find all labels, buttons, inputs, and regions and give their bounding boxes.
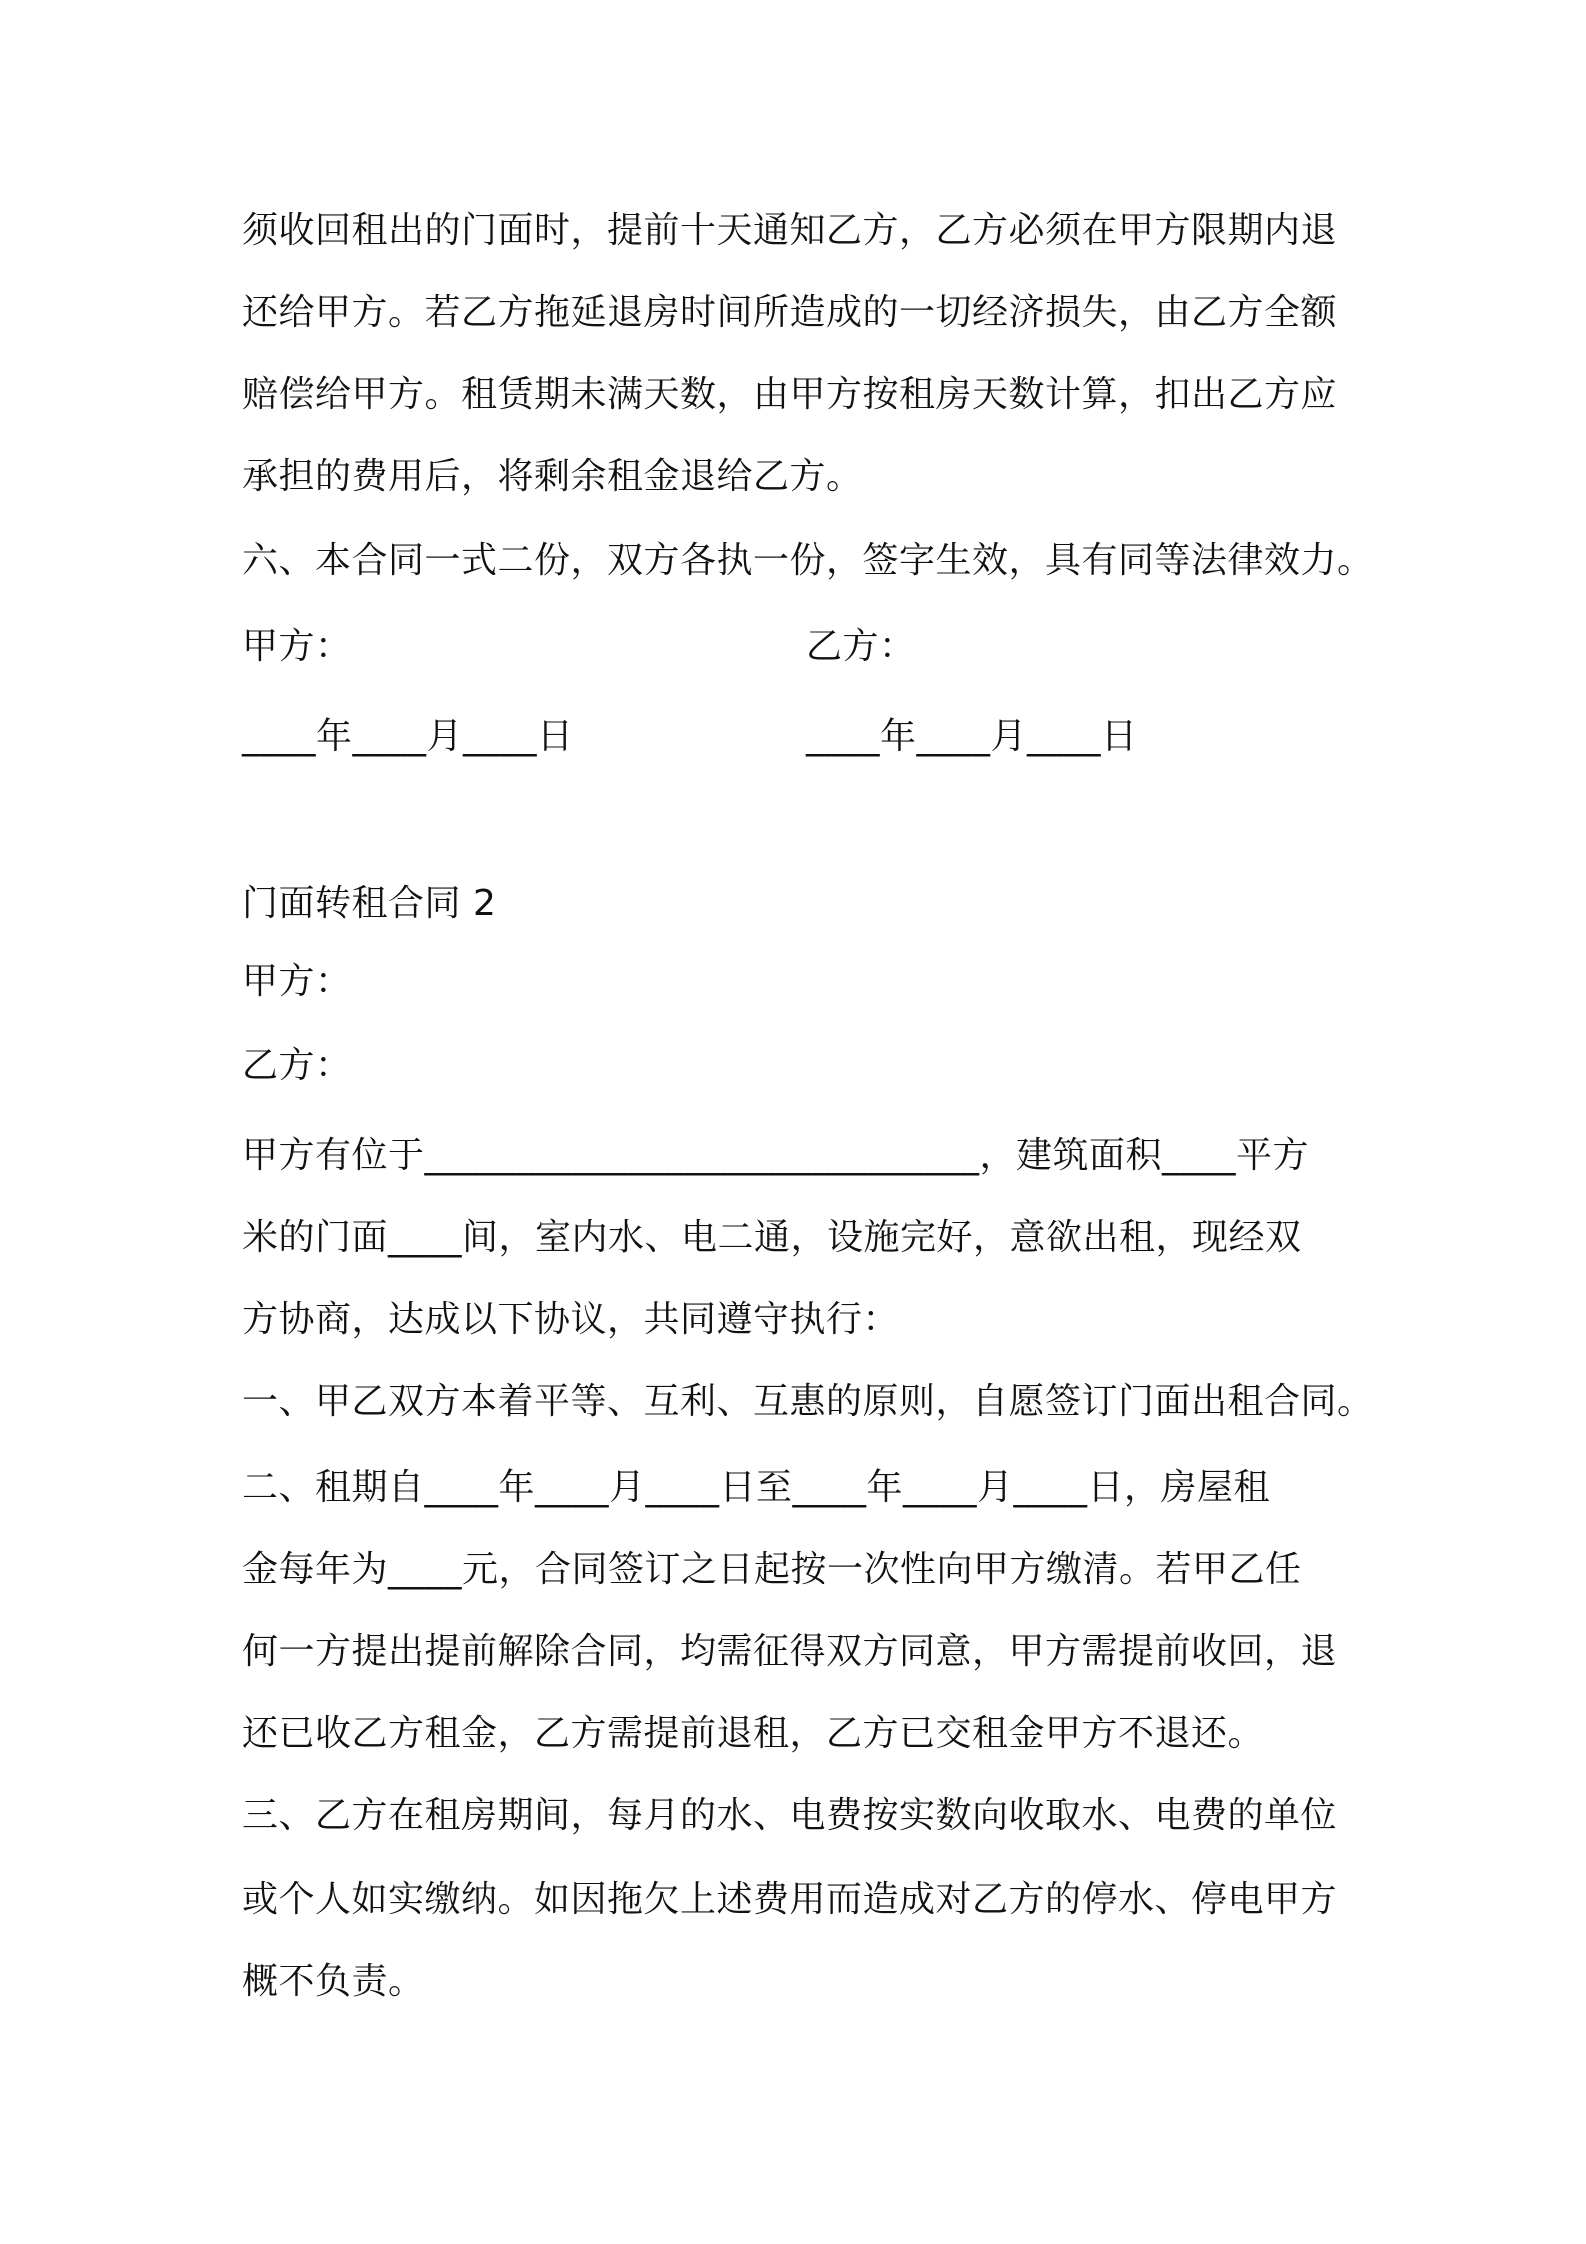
clause-one: 一、甲乙双方本着平等、互利、互惠的原则，自愿签订门面出租合同。 [242, 1381, 1374, 1422]
paragraph-line: 金每年为____元，合同签订之日起按一次性向甲方缴清。若甲乙任 [242, 1549, 1302, 1590]
party-a-date: ____年____月____日 [242, 716, 574, 757]
clause-six: 六、本合同一式二份，双方各执一份，签字生效，具有同等法律效力。 [242, 540, 1374, 581]
paragraph-line: 或个人如实缴纳。如因拖欠上述费用而造成对乙方的停水、停电甲方 [242, 1879, 1338, 1920]
clause-three: 三、乙方在租房期间，每月的水、电费按实数向收取水、电费的单位 [242, 1795, 1338, 1836]
paragraph-line: 承担的费用后，将剩余租金退给乙方。 [242, 456, 863, 497]
paragraph-line: 还给甲方。若乙方拖延退房时间所造成的一切经济损失，由乙方全额 [242, 292, 1338, 333]
paragraph-line: 米的门面____间，室内水、电二通，设施完好，意欲出租，现经双 [242, 1217, 1302, 1258]
contract-title: 门面转租合同 2 [242, 883, 497, 924]
party-b-date: ____年____月____日 [806, 716, 1138, 757]
paragraph-line: 赔偿给甲方。租赁期未满天数，由甲方按租房天数计算，扣出乙方应 [242, 374, 1338, 415]
party-b-label: 乙方： [242, 1045, 352, 1086]
paragraph-line: 须收回租出的门面时，提前十天通知乙方，乙方必须在甲方限期内退 [242, 210, 1338, 251]
party-a-signature-label: 甲方： [242, 626, 352, 667]
paragraph-line: 何一方提出提前解除合同，均需征得双方同意，甲方需提前收回，退 [242, 1631, 1338, 1672]
party-b-signature-label: 乙方： [806, 626, 916, 667]
paragraph-line: 概不负责。 [242, 1961, 425, 2002]
paragraph-line: 甲方有位于______________________________，建筑面积____平方 [242, 1135, 1310, 1176]
paragraph-line: 还已收乙方租金，乙方需提前退租，乙方已交租金甲方不退还。 [242, 1713, 1265, 1754]
clause-two: 二、租期自____年____月____日至____年____月____日，房屋租 [242, 1467, 1271, 1508]
paragraph-line: 方协商，达成以下协议，共同遵守执行： [242, 1299, 900, 1340]
party-a-label: 甲方： [242, 961, 352, 1002]
